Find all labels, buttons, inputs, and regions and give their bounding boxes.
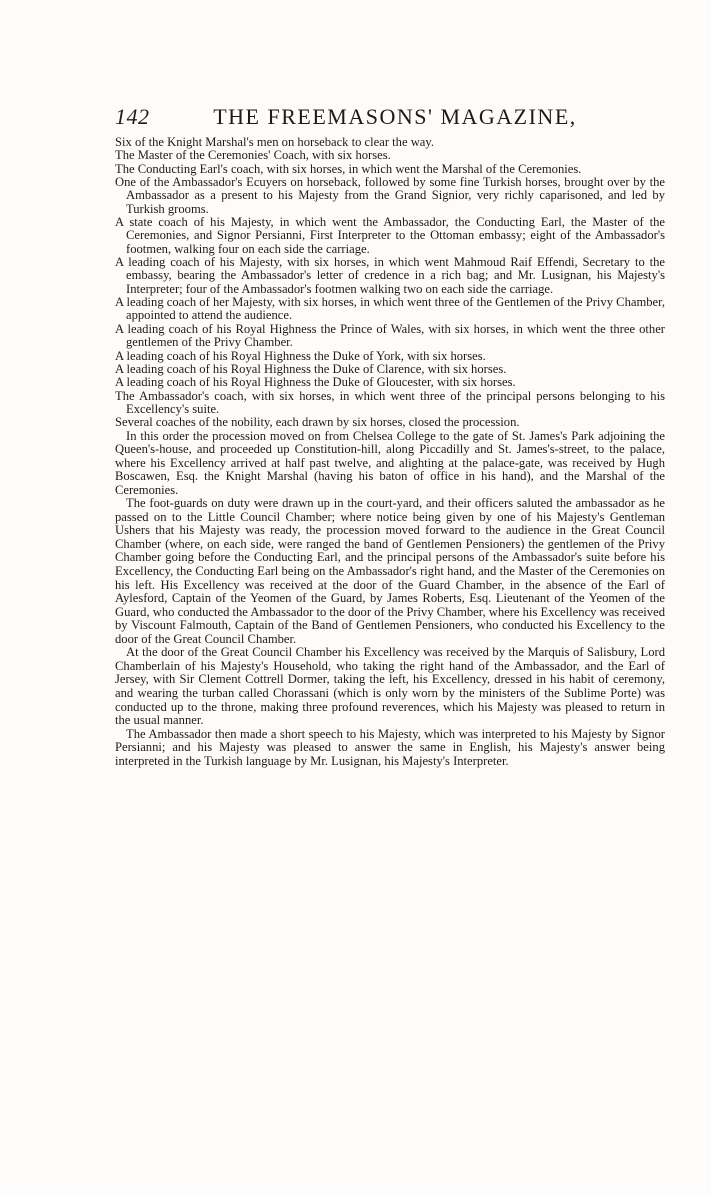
procession-line: A leading coach of his Majesty, with six horses, in which went Mahmoud Raif Effendi, Secretary to the embassy, bearing the Ambassador's letter of credence in a rich bag; and Mr. Lusignan, his Majesty's Interpreter; four of the Ambassador's footmen walking two on each side the carriage. [115, 255, 665, 296]
article-body [115, 136, 665, 768]
procession-line: A leading coach of his Royal Highness the Duke of York, with six horses. [115, 348, 486, 363]
page-number: 142 [115, 104, 150, 129]
paragraph-great-council-chamber: At the door of the Great Council Chamber his Excellency was received by the Marquis of Salisbury, Lord Chamberlain of his Majesty's Household, who taking the right hand of the Ambassador, and the Earl of Jersey, with Sir Clement Cottrell Dormer, taking the left, his Excellency, dressed in his habit of ceremony, and wearing the turban called Chorassani (which is only worn by the ministers of the Sublime Porte) was conducted up to the throne, making three profound reverences, which his Majesty was pleased to return in the usual manner. [115, 645, 665, 728]
procession-line: The Conducting Earl's coach, with six horses, in which went the Marshal of the Ceremonies. [115, 161, 582, 176]
procession-line: Six of the Knight Marshal's men on horseback to clear the way. [115, 135, 435, 149]
procession-line: The Ambassador's coach, with six horses, in which went three of the principal persons belonging to his Excellency's suite. [115, 388, 665, 416]
procession-line: A leading coach of his Royal Highness the Duke of Clarence, with six horses. [115, 361, 507, 376]
procession-line: A state coach of his Majesty, in which went the Ambassador, the Conducting Earl, the Master of the Ceremonies, and Signor Persianni, First Interpreter to the Ottoman embassy; eight of the Ambassador's footmen, walking four on each side the carriage. [115, 215, 665, 256]
paragraph-procession-route: In this order the procession moved on from Chelsea College to the gate of St. James's Park adjoining the Queen's-house, and proceeded up Constitution-hill, along Piccadilly and St. James's-street, to the palace, where his Excellency arrived at half past twelve, and alighting at the palace-gate, was received by Hugh Boscawen, Esq. the Knight Marshal (having his baton of office in his hand), and the Marshal of the Ceremonies. [115, 428, 665, 497]
procession-line: One of the Ambassador's Ecuyers on horseback, followed by some fine Turkish horses, brought over by the Ambassador as a present to his Majesty from the Grand Signior, very richly caparisoned, and led by Turkish grooms. [115, 175, 665, 216]
procession-line: Several coaches of the nobility, each drawn by six horses, closed the procession. [115, 415, 520, 430]
procession-line: A leading coach of his Royal Highness the Duke of Gloucester, with six horses. [115, 375, 516, 390]
paragraph-ambassador-speech: The Ambassador then made a short speech to his Majesty, which was interpreted to his Majesty by Signor Persianni; and his Majesty was pleased to answer the same in English, his Majesty's answer being interpreted in the Turkish language by Mr. Lusignan, his Majesty's Interpreter. [115, 726, 665, 768]
procession-line: A leading coach of his Royal Highness the Prince of Wales, with six horses, in which went the three other gentlemen of the Privy Chamber. [115, 321, 665, 350]
running-title: THE FREEMASONS' MAGAZINE, [213, 104, 577, 129]
procession-line: A leading coach of her Majesty, with six horses, in which went three of the Gentlemen of the Privy Chamber, appointed to attend the audience. [115, 295, 665, 323]
paragraph-foot-guards: The foot-guards on duty were drawn up in the court-yard, and their officers saluted the ambassador as he passed on to the Little Council Chamber; where notice being given by one of his Majesty's Gentleman Ushers that his Majesty was ready, the procession moved forward to the audience in the Great Council Chamber (where, on each side, were ranged the band of Gentlemen Pensioners) the gentlemen of the Privy Chamber going before the Conducting Earl, and the principal persons of the Ambassador's suite before his Excellency, the Conducting Earl being on the Ambassador's right hand, and the Master of the Ceremonies on his left. His Excellency was received at the door of the Guard Chamber, in the absence of the Earl of Aylesford, Captain of the Yeomen of the Guard, by James Roberts, Esq. Lieutenant of the Yeomen of the Guard, who conducted the Ambassador to the door of the Privy Chamber, where his Excellency was received by Viscount Falmouth, Captain of the Band of Gentlemen Pensioners, who conducted his Excellency to the door of the Great Council Chamber. [115, 496, 665, 646]
procession-line: The Master of the Ceremonies' Coach, with six horses. [115, 148, 391, 163]
page-header [115, 104, 675, 132]
